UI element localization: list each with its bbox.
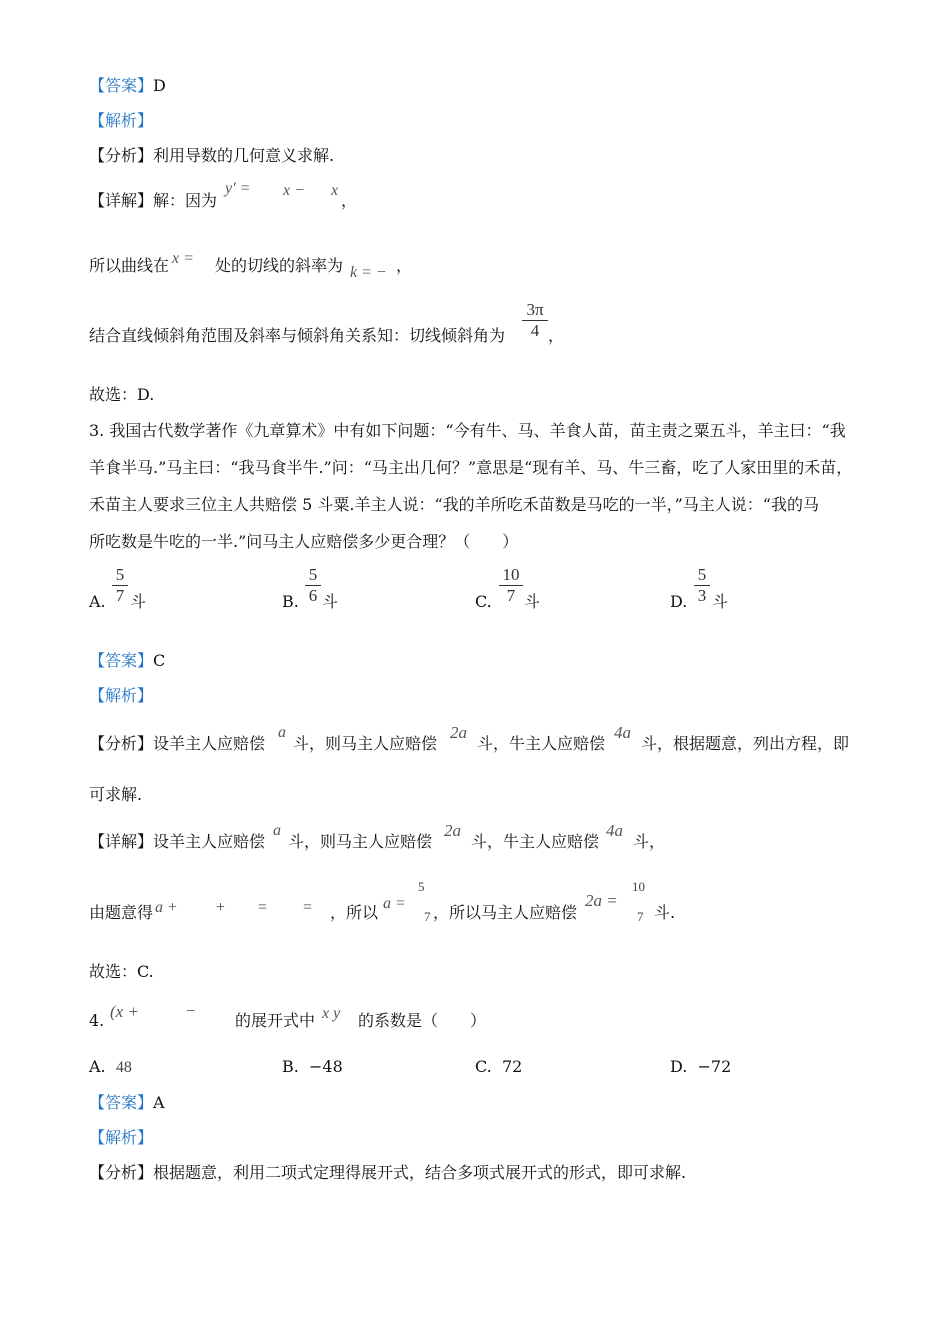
answer-value: A <box>153 1093 165 1112</box>
option-c-den: 7 <box>506 586 516 605</box>
xiangjie-tag: 【详解】 <box>89 832 154 851</box>
q2-angle-line <box>89 325 505 347</box>
option-d-num: 5 <box>694 565 710 586</box>
angle-text: 结合直线倾斜角范围及斜率与倾斜角关系知：切线倾斜角为 <box>89 326 506 345</box>
fenxi-tag: 【分析】 <box>89 1163 154 1182</box>
q2-analysis-line <box>89 110 153 132</box>
fenxi-text: 利用导数的几何意义求解. <box>153 146 335 165</box>
xj-p2: 斗，则马主人应赔偿 <box>288 832 433 851</box>
answer-tag: 【答案】 <box>89 1093 154 1112</box>
comma: ， <box>396 256 413 275</box>
var-4a: 4a <box>606 821 623 840</box>
fenxi-line-2: 可求解. <box>89 785 143 804</box>
eq-end: 斗. <box>654 903 676 922</box>
slope-pre: 所以曲线在 <box>89 256 170 275</box>
derivative-expr: y′ = <box>225 180 251 197</box>
option-a-fraction <box>112 565 128 606</box>
q3-option-b[interactable] <box>282 591 299 613</box>
comma: ， <box>341 191 358 210</box>
fenxi-p2: 斗，则马主人应赔偿 <box>293 734 438 753</box>
xj-p1: 设羊主人应赔偿 <box>153 832 266 851</box>
angle-numerator: 3π <box>522 300 548 321</box>
fenxi-tag: 【分析】 <box>89 146 154 165</box>
option-c-unit: 斗 <box>524 592 541 611</box>
q4-number: 4. <box>89 1011 105 1030</box>
q4-option-b[interactable] <box>282 1056 343 1078</box>
q3-stem-line-4: 所吃数是牛吃的一半.”问马主人应赔偿多少更合理？（ ） <box>89 532 519 551</box>
eq-equals-2: = <box>303 899 313 916</box>
option-label: C. <box>475 1057 492 1076</box>
derivative-x: x <box>331 182 339 199</box>
option-value: −48 <box>309 1057 343 1076</box>
eq-seven: 7 <box>637 909 644 924</box>
answer-tag: 【答案】 <box>89 76 154 95</box>
option-b-unit: 斗 <box>322 592 339 611</box>
q4-term: x y <box>322 1005 341 1022</box>
q3-answer-line <box>89 650 165 672</box>
xj-p3: 斗，牛主人应赔偿 <box>471 832 600 851</box>
q2-conclusion: 故选：D. <box>89 385 155 404</box>
option-b-den: 6 <box>308 586 318 605</box>
q4-fenxi-line <box>89 1162 686 1184</box>
eq-mid: ，所以 <box>330 903 379 922</box>
q3-xiangjie-line <box>89 831 265 853</box>
option-label: D. <box>670 592 688 611</box>
var-2a: 2a <box>444 821 461 840</box>
option-d-den: 3 <box>697 586 707 605</box>
q4-analysis-line <box>89 1127 153 1149</box>
fenxi-p1: 设羊主人应赔偿 <box>153 734 266 753</box>
option-label: A. <box>89 1057 106 1076</box>
q3-conclusion: 故选：C. <box>89 962 154 981</box>
eq-pre: 由题意得 <box>89 903 154 922</box>
q3-option-d[interactable] <box>670 591 687 613</box>
option-label: B. <box>282 592 299 611</box>
var-4a: 4a <box>614 723 631 742</box>
fenxi-text: 根据题意，利用二项式定理得展开式，结合多项式展开式的形式，即可求解. <box>153 1163 687 1182</box>
q2-xiangjie-line <box>89 190 217 212</box>
var-a: a <box>273 822 281 839</box>
fenxi-p3: 斗，牛主人应赔偿 <box>477 734 606 753</box>
slope-mid: 处的切线的斜率为 <box>215 256 344 275</box>
q3-option-a[interactable] <box>89 591 106 613</box>
option-d-fraction <box>694 565 710 606</box>
q2-answer-line <box>89 75 166 97</box>
xiangjie-tag: 【详解】 <box>89 191 154 210</box>
q4-option-c[interactable] <box>475 1056 522 1078</box>
analysis-tag: 【解析】 <box>89 686 154 705</box>
xiangjie-pre: 解：因为 <box>153 191 218 210</box>
q2-slope-line <box>89 255 169 277</box>
eq-a-equals: a = <box>383 895 406 912</box>
option-a-den: 7 <box>115 586 125 605</box>
eq-mid-2: ，所以马主人应赔偿 <box>433 903 578 922</box>
answer-value: C <box>153 651 166 670</box>
option-b-num: 5 <box>305 565 321 586</box>
eq-equals-1: = <box>258 899 268 916</box>
q2-fenxi-line <box>89 145 334 167</box>
option-b-fraction <box>305 565 321 606</box>
q4-answer-line <box>89 1092 165 1114</box>
option-label: B. <box>282 1057 299 1076</box>
var-2a: 2a <box>450 723 467 742</box>
option-label: C. <box>475 592 492 611</box>
k-equals: k = − <box>350 264 387 281</box>
option-value: −72 <box>697 1057 732 1076</box>
option-a-num: 5 <box>112 565 128 586</box>
q4-option-d[interactable] <box>670 1056 731 1078</box>
option-label: D. <box>670 1057 688 1076</box>
var-a: a <box>278 724 286 741</box>
eq-2a-equals: 2a = <box>585 891 618 910</box>
angle-denominator: 4 <box>530 321 540 340</box>
q3-stem-line-3: 禾苗主人要求三位主人共赔偿 5 斗粟.羊主人说：“我的羊所吃禾苗数是马吃的一半，”马主人说：“我的马 <box>89 495 819 514</box>
eq-seven: 7 <box>424 909 431 924</box>
q3-stem-line-2: 羊食半马.”马主曰：“我马食半牛.”问：“马主出几何？”意思是“现有羊、马、牛三畜，吃了人家田里的禾苗， <box>89 458 853 477</box>
angle-fraction <box>522 300 548 341</box>
option-a-unit: 斗 <box>130 592 147 611</box>
q4-expr-open: (x + <box>110 1002 139 1021</box>
analysis-tag: 【解析】 <box>89 1128 154 1147</box>
eq-ten: 10 <box>632 879 645 894</box>
q4-option-a[interactable] <box>89 1056 132 1079</box>
derivative-x-minus: x − <box>283 182 305 199</box>
option-d-unit: 斗 <box>712 592 729 611</box>
xj-p4: 斗， <box>633 832 666 851</box>
option-label: A. <box>89 592 106 611</box>
option-c-num: 10 <box>499 565 523 586</box>
q3-analysis-line <box>89 685 153 707</box>
eq-a-plus: a + <box>155 899 178 916</box>
q3-fenxi-line <box>89 733 265 755</box>
q4-stem-mid: 的展开式中 <box>235 1011 316 1030</box>
eq-plus: + <box>216 899 226 916</box>
q4-expr-minus: − <box>186 1003 196 1020</box>
option-value: 48 <box>115 1059 132 1076</box>
option-value: 72 <box>501 1057 523 1076</box>
q4-stem-end: 的系数是（ ） <box>358 1011 487 1030</box>
comma: ， <box>548 326 565 345</box>
eq-five: 5 <box>418 879 425 894</box>
answer-tag: 【答案】 <box>89 651 154 670</box>
fenxi-p4: 斗，根据题意，列出方程，即 <box>641 734 850 753</box>
answer-value: D <box>153 76 166 95</box>
option-c-fraction <box>499 565 523 606</box>
q3-stem-line-1: 3. 我国古代数学著作《九章算术》中有如下问题：“今有牛、马、羊食人苗，苗主责之粟五斗，羊主曰：“我 <box>89 421 846 440</box>
q3-option-c[interactable] <box>475 591 492 613</box>
analysis-tag: 【解析】 <box>89 111 154 130</box>
x-equals: x = <box>172 250 194 267</box>
fenxi-tag: 【分析】 <box>89 734 154 753</box>
